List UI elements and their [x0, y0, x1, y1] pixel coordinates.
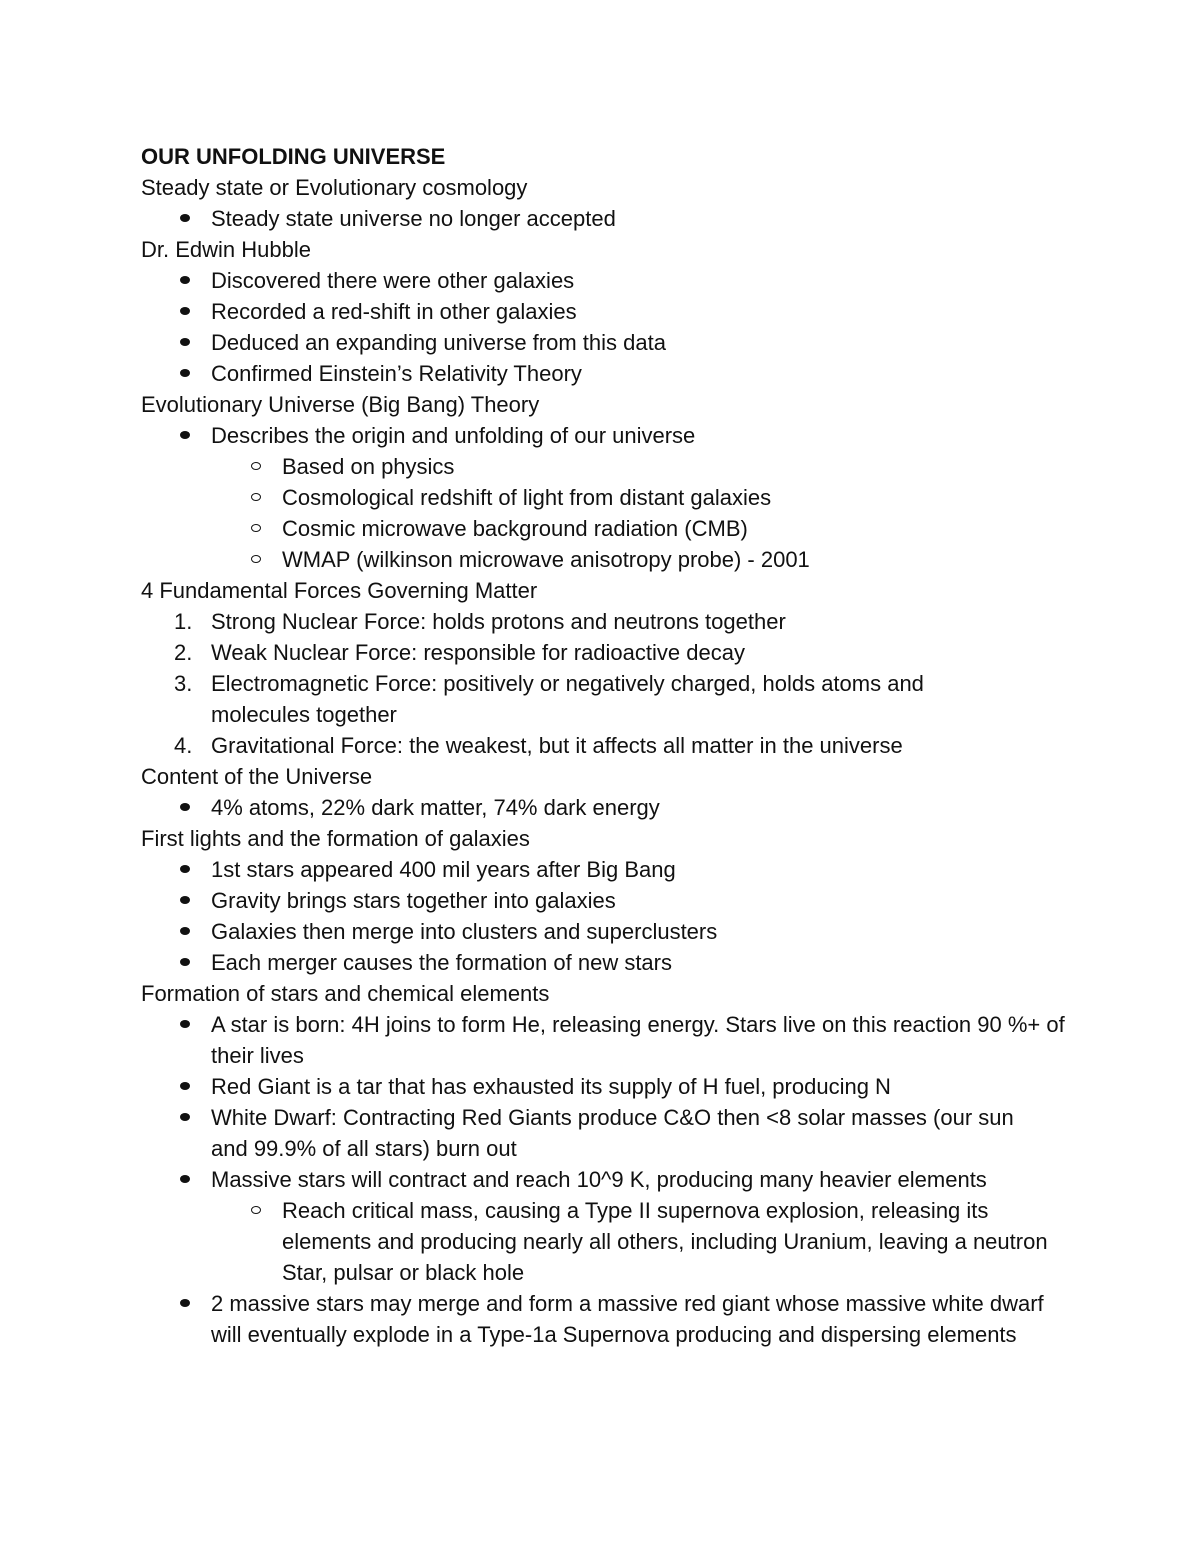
numbered-item: 4. Gravitational Force: the weakest, but it affects all matter in the universe — [141, 730, 1071, 761]
section-heading: Content of the Universe — [141, 764, 373, 789]
section-heading: Formation of stars and chemical elements — [141, 981, 550, 1006]
hollow-bullet-icon — [246, 544, 266, 575]
hollow-bullet-icon — [246, 451, 266, 482]
bullet-icon — [175, 327, 195, 358]
bullet-icon — [175, 358, 195, 389]
list-item: Describes the origin and unfolding of our universe — [141, 420, 1071, 451]
bullet-icon — [175, 1009, 195, 1040]
list-item: Deduced an expanding universe from this data — [141, 327, 1071, 358]
list-item: Confirmed Einstein’s Relativity Theory — [141, 358, 1071, 389]
bullet-icon — [175, 296, 195, 327]
bullet-icon — [175, 947, 195, 978]
list-item: White Dwarf: Contracting Red Giants produce C&O then <8 solar masses (our sun and 99.9% of all stars) burn out — [141, 1102, 1071, 1164]
item-number: 1. — [174, 609, 193, 634]
item-number: 4. — [174, 733, 193, 758]
section-heading: Steady state or Evolutionary cosmology — [141, 175, 528, 200]
section-heading: First lights and the formation of galaxies — [141, 826, 530, 851]
numbered-item: 2. Weak Nuclear Force: responsible for radioactive decay — [141, 637, 1071, 668]
bullet-icon — [175, 203, 195, 234]
bullet-icon — [175, 265, 195, 296]
list-item: A star is born: 4H joins to form He, releasing energy. Stars live on this reaction 90 %+ of their lives — [141, 1009, 1071, 1071]
list-item: Gravity brings stars together into galaxies — [141, 885, 1071, 916]
sub-list-item: Based on physics — [141, 451, 1071, 482]
bullet-icon — [175, 1288, 195, 1319]
list-item: Discovered there were other galaxies — [141, 265, 1071, 296]
sub-list-item: Reach critical mass, causing a Type II supernova explosion, releasing its elements and producing nearly all others, including Uranium, leaving a neutron Star, pulsar or black hole — [141, 1195, 1071, 1288]
list-item: Steady state universe no longer accepted — [141, 203, 1071, 234]
sub-list-item: WMAP (wilkinson microwave anisotropy probe) - 2001 — [141, 544, 1071, 575]
section-heading: 4 Fundamental Forces Governing Matter — [141, 578, 538, 603]
bullet-icon — [175, 1102, 195, 1133]
list-item: 1st stars appeared 400 mil years after Big Bang — [141, 854, 1071, 885]
bullet-icon — [175, 792, 195, 823]
numbered-item: 3. Electromagnetic Force: positively or negatively charged, holds atoms and molecules together — [141, 668, 1071, 730]
list-item: Red Giant is a tar that has exhausted its supply of H fuel, producing N — [141, 1071, 1071, 1102]
sub-list-item: Cosmic microwave background radiation (CMB) — [141, 513, 1071, 544]
list-item: Recorded a red-shift in other galaxies — [141, 296, 1071, 327]
hollow-bullet-icon — [246, 1195, 266, 1226]
bullet-icon — [175, 916, 195, 947]
section-heading: Evolutionary Universe (Big Bang) Theory — [141, 392, 540, 417]
document-title: OUR UNFOLDING UNIVERSE — [141, 144, 446, 169]
bullet-icon — [175, 1071, 195, 1102]
bullet-icon — [175, 1164, 195, 1195]
document-page — [141, 141, 1071, 1350]
list-item: 4% atoms, 22% dark matter, 74% dark energy — [141, 792, 1071, 823]
list-item: Each merger causes the formation of new stars — [141, 947, 1071, 978]
item-number: 2. — [174, 640, 193, 665]
numbered-item: 1. Strong Nuclear Force: holds protons and neutrons together — [141, 606, 1071, 637]
bullet-icon — [175, 885, 195, 916]
bullet-icon — [175, 420, 195, 451]
hollow-bullet-icon — [246, 482, 266, 513]
bullet-icon — [175, 854, 195, 885]
item-number: 3. — [174, 671, 193, 696]
sub-list-item: Cosmological redshift of light from distant galaxies — [141, 482, 1071, 513]
list-item: Massive stars will contract and reach 10^9 K, producing many heavier elements — [141, 1164, 1071, 1195]
list-item: 2 massive stars may merge and form a massive red giant whose massive white dwarf will eventually explode in a Type-1a Supernova producing and dispersing elements — [141, 1288, 1071, 1350]
list-item: Galaxies then merge into clusters and superclusters — [141, 916, 1071, 947]
section-heading: Dr. Edwin Hubble — [141, 237, 311, 262]
hollow-bullet-icon — [246, 513, 266, 544]
